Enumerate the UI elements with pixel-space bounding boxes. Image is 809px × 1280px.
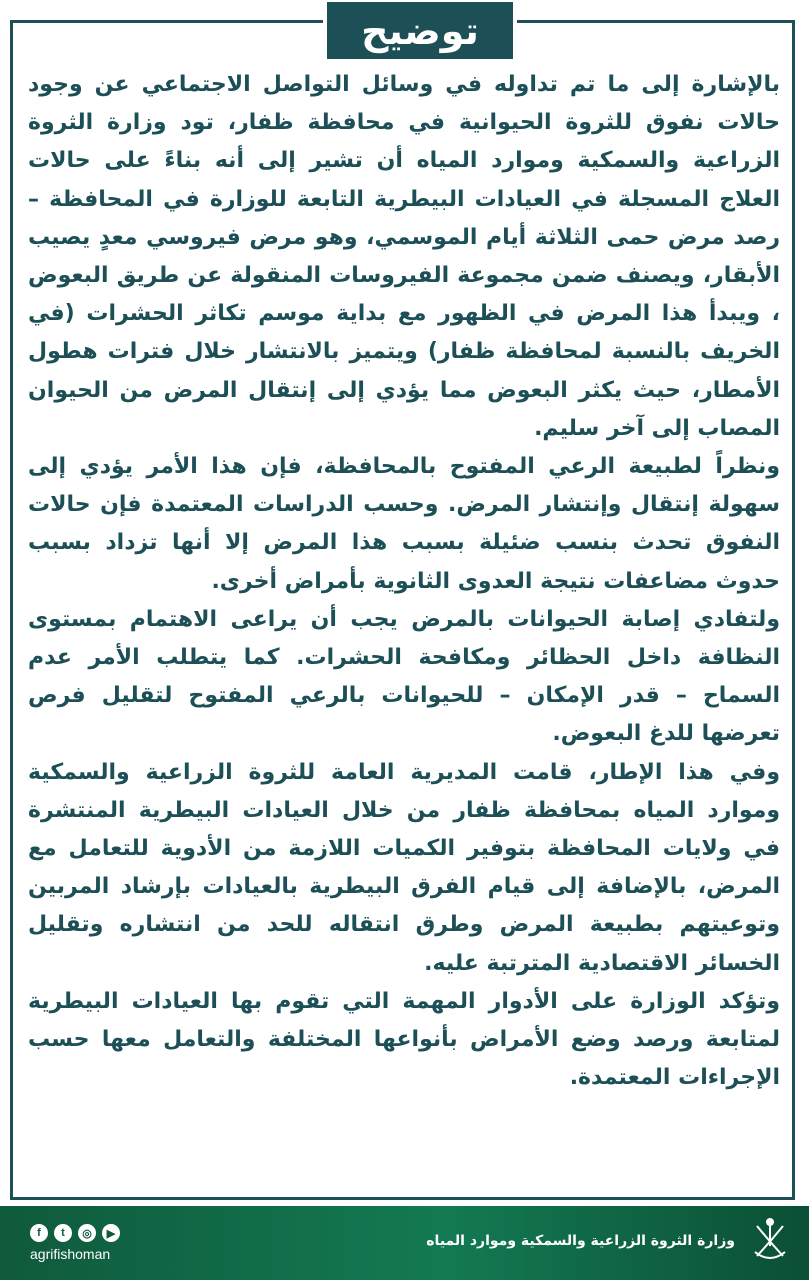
paragraph-3: ولتفادي إصابة الحيوانات بالمرض يجب أن يراعى الاهتمام بمستوى النظافة داخل الحظائر ومكافحة الحشرات. كما يتطلب الأمر عدم السماح – قدر الإمكان – للحيوانات بالرعي المفتوح لتقليل فرص تعرضها للدغ البعوض. bbox=[28, 606, 780, 747]
facebook-icon[interactable]: f bbox=[30, 1224, 48, 1242]
ministry-name: وزارة الثروة الزراعية والسمكية وموارد المياه bbox=[426, 1233, 735, 1249]
social-handle[interactable]: agrifishoman bbox=[30, 1246, 111, 1262]
oman-emblem-icon bbox=[745, 1214, 795, 1268]
ministry-branding bbox=[426, 1214, 795, 1268]
paragraph-4: وفي هذا الإطار، قامت المديرية العامة للثروة الزراعية والسمكية وموارد المياه بمحافظة ظفار من خلال العيادات البيطرية المنتشرة في ولايات المحافظة بتوفير الكميات اللازمة من الأدوية للتعامل مع المرض، بالإضافة إلى قيام الفرق البيطرية بالعيادات بإرشاد المربين وتوعيتهم بطبيعة المرض وطرق انتقاله للحد من انتشاره وتقليل الخسائر الاقتصادية المترتبة عليه. bbox=[28, 759, 780, 976]
paragraph-1: بالإشارة إلى ما تم تداوله في وسائل التواصل الاجتماعي عن وجود حالات نفوق للثروة الحيوانية في محافظة ظفار، تود وزارة الثروة الزراعية والسمكية وموارد المياه أن تشير إلى أنه بناءً على حالات العلاج المسجلة في العيادات البيطرية التابعة للوزارة في المحافظة – رصد مرض حمى الثلاثة أيام الموسمي، وهو مرض فيروسي معدٍ يصيب الأبقار، ويصنف ضمن مجموعة الفيروسات المنقولة عن طريق البعوض ، ويبدأ هذا المرض في الظهور مع بداية موسم تكاثر الحشرات (في الخريف بالنسبة لمحافظة ظفار) ويتميز بالانتشار خلال فترات هطول الأمطار، حيث يكثر البعوض مما يؤدي إلى إنتقال المرض من الحيوان المصاب إلى آخر سليم. bbox=[28, 72, 780, 441]
instagram-icon[interactable]: ◎ bbox=[78, 1224, 96, 1242]
statement-body bbox=[28, 66, 780, 1097]
footer-bar bbox=[0, 1206, 809, 1280]
paragraph-2: ونظراً لطبيعة الرعي المفتوح بالمحافظة، فإن هذا الأمر يؤدي إلى سهولة إنتقال وإنتشار المرض. وحسب الدراسات المعتمدة فإن حالات النفوق تحدث بنسب ضئيلة بسبب هذا المرض إلا أنها تزداد بسبب حدوث مضاعفات نتيجة العدوى الثانوية بأمراض أخرى. bbox=[28, 454, 780, 594]
twitter-icon[interactable]: t bbox=[54, 1224, 72, 1242]
page-title: توضيح bbox=[323, 2, 517, 59]
paragraph-5: وتؤكد الوزارة على الأدوار المهمة التي تقوم بها العيادات البيطرية لمتابعة ورصد وضع الأمراض بأنواعها المختلفة والتعامل معها حسب الإجراءات المعتمدة. bbox=[28, 988, 780, 1091]
youtube-icon[interactable]: ▶ bbox=[102, 1224, 120, 1242]
social-links bbox=[30, 1224, 120, 1262]
